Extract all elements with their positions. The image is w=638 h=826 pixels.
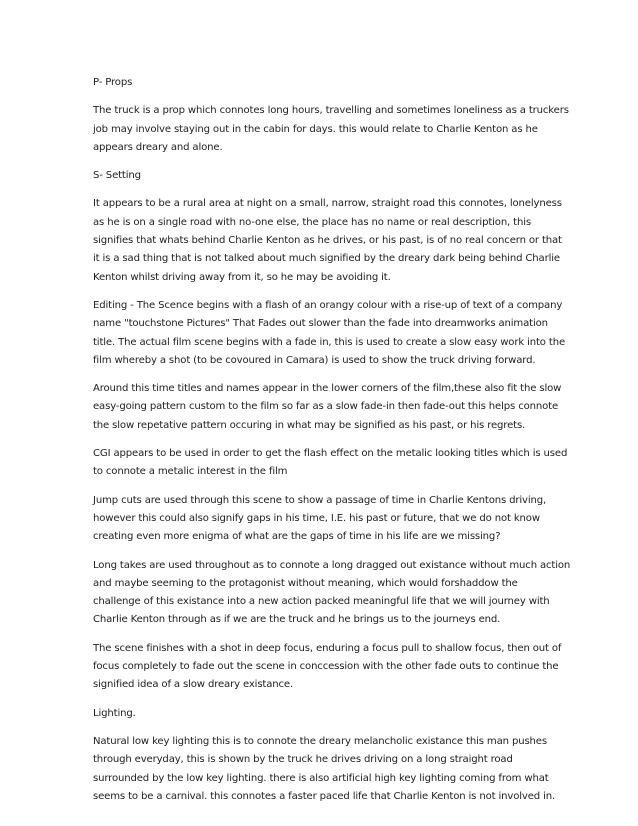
text-line: Natural low key lighting this is to connote the dreary melancholic existance this man pushes	[93, 735, 547, 747]
text-line: seems to be a carnival. this connotes a faster paced life that Charlie Kenton is not involved in.	[93, 790, 556, 802]
text-line: challenge of this existance into a new action packed meaningful life that we will journey with	[93, 596, 550, 608]
text-line: Around this time titles and names appear in the lower corners of the film,these also fit the slow	[93, 383, 562, 395]
paragraph	[93, 445, 568, 482]
text-line: through everyday, this is shown by the truck he drives driving on a long straight road	[93, 754, 513, 766]
text-line: to connote a metalic interest in the film	[93, 466, 288, 478]
text-line: appears dreary and alone.	[93, 141, 223, 153]
text-line: CGI appears to be used in order to get the flash effect on the metalic looking titles which is used	[93, 448, 568, 460]
text-line: signified idea of a slow dreary existance.	[93, 679, 294, 691]
text-line: easy-going pattern custom to the film so far as a slow fade-in then fade-out this helps connote	[93, 401, 559, 413]
paragraph	[93, 195, 562, 286]
text-line: It appears to be a rural area at night on a small, narrow, straight road this connotes, lonelyness	[93, 198, 562, 210]
text-line: surrounded by the low key lighting. there is also artificial high key lighting coming from what	[93, 772, 549, 784]
text-line: Jump cuts are used through this scene to show a passage of time in Charlie Kentons driving,	[93, 494, 547, 506]
text-line: title. The actual film scene begins with a fade in, this is used to create a slow easy work into the	[93, 336, 565, 348]
text-line: creating even more enigma of what are the gaps of time in his life are we missing?	[93, 531, 501, 543]
text-line: name "touchstone Pictures" That Fades out slower than the fade into dreamworks animation	[93, 318, 548, 330]
text-line: Long takes are used throughout as to connote a long dragged out existance without much action	[93, 559, 571, 571]
paragraph	[93, 705, 553, 723]
paragraph	[93, 557, 571, 630]
text-line: Editing - The Scence begins with a flash of an orangy colour with a rise-up of text of a company	[93, 299, 563, 311]
text-line: Charlie Kenton through as if we are the truck and he brings us to the journeys end.	[93, 614, 501, 626]
paragraph	[93, 492, 553, 547]
text-line: The scene finishes with a shot in deep focus, enduring a focus pull to shallow focus, then out of	[93, 642, 562, 654]
paragraph	[93, 297, 565, 370]
paragraph	[93, 167, 553, 185]
text-line: signifies that whats behind Charlie Kenton as he drives, or his past, is of no real concern or that	[93, 235, 562, 247]
text-line: it is a sad thing that is not talked about much signified by the dreary dark being behind Charlie	[93, 253, 560, 265]
text-line: job may involve staying out in the cabin for days. this would relate to Charlie Kenton as he	[93, 123, 538, 135]
paragraph	[93, 74, 553, 92]
text-line: focus completely to fade out the scene in conccession with the other fade outs to continue the	[93, 661, 559, 673]
paragraph	[93, 380, 562, 435]
text-line: film whereby a shot (to be covoured in Camara) is used to show the truck driving forward.	[93, 354, 536, 366]
text-line: and maybe seeming to the protagonist without meaning, which would forshaddow the	[93, 577, 518, 589]
text-line: Lighting.	[93, 707, 136, 719]
paragraph	[93, 102, 569, 157]
text-line: S- Setting	[93, 170, 141, 182]
text-line: the slow repetative pattern occuring in what may be signified as his past, or his regrets.	[93, 419, 526, 431]
document-body	[93, 74, 571, 816]
text-line: Kenton whilst driving away from it, so he may be avoiding it.	[93, 271, 391, 283]
text-line: however this could also signify gaps in his time, I.E. his past or future, that we do not know	[93, 512, 540, 524]
text-line: P- Props	[93, 77, 133, 88]
paragraph	[93, 640, 562, 695]
text-line: as he is on a single road with no-one else, the place has no name or real description, this	[93, 216, 531, 228]
paragraph	[93, 733, 556, 806]
text-line: The truck is a prop which connotes long hours, travelling and sometimes loneliness as a truckers	[93, 105, 569, 117]
